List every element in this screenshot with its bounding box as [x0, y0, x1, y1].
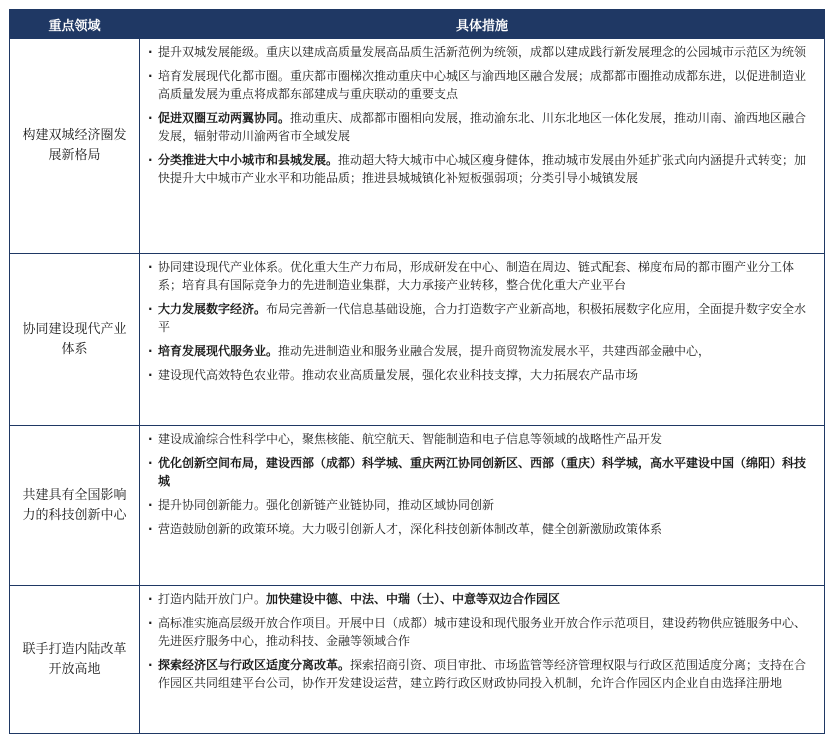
row-area-label: 构建双城经济圈发展新格局 [10, 39, 140, 254]
list-item: · 提升双城发展能级。重庆以建成高质量发展高品质生活新范例为统领，成都以建成践行新发展理念的公园城市示范区为统领 [148, 43, 816, 61]
list-item: · 大力发展数字经济。布局完善新一代信息基础设施，合力打造数字产业新高地，积极拓展数字化应用，全面提升数字安全水平 [148, 300, 816, 336]
header-key-area: 重点领域 [10, 10, 140, 39]
header-measures: 具体措施 [140, 10, 825, 39]
table-row [10, 39, 825, 254]
list-item: · 打造内陆开放门户。加快建设中德、中法、中瑞（士）、中意等双边合作园区 [148, 590, 816, 608]
row-measures [140, 426, 825, 586]
list-item: · 提升协同创新能力。强化创新链产业链协同，推动区域协同创新 [148, 496, 816, 514]
list-item: · 建设现代高效特色农业带。推动农业高质量发展，强化农业科技支撑，大力拓展农产品市场 [148, 366, 816, 384]
list-item: · 探索经济区与行政区适度分离改革。探索招商引资、项目审批、市场监管等经济管理权限与行政区范围适度分离；支持在合作园区共同组建平台公司，协作开发建设运营，建立跨行政区财政协同投入机制，允许合作园区内企业自由选择注册地 [148, 656, 816, 692]
list-item: · 协同建设现代产业体系。优化重大生产力布局，形成研发在中心、制造在周边、链式配套、梯度布局的都市圈产业分工体系；培育具有国际竞争力的先进制造业集群，大力承接产业转移，整合优化重大产业平台 [148, 258, 816, 294]
table-header-row [10, 10, 825, 39]
list-item: · 高标准实施高层级开放合作项目。开展中日（成都）城市建设和现代服务业开放合作示范项目，建设药物供应链服务中心、先进医疗服务中心，推动科技、金融等领域合作 [148, 614, 816, 650]
list-item: · 分类推进大中小城市和县城发展。推动超大特大城市中心城区瘦身健体，推动城市发展由外延扩张式向内涵提升式转变；加快提升大中城市产业水平和功能品质；推进县城城镇化补短板强弱项；分类引导小城镇发展 [148, 151, 816, 187]
list-item: · 优化创新空间布局，建设西部（成都）科学城、重庆两江协同创新区、西部（重庆）科学城，高水平建设中国（绵阳）科技城 [148, 454, 816, 490]
list-item: · 营造鼓励创新的政策环境。大力吸引创新人才，深化科技创新体制改革，健全创新激励政策体系 [148, 520, 816, 538]
row-area-label: 联手打造内陆改革开放高地 [10, 586, 140, 734]
table-row [10, 254, 825, 426]
measures-table-wrapper [9, 9, 824, 734]
row-area-label: 共建具有全国影响力的科技创新中心 [10, 426, 140, 586]
table-row [10, 586, 825, 734]
row-area-label: 协同建设现代产业体系 [10, 254, 140, 426]
list-item: · 促进双圈互动两翼协同。推动重庆、成都都市圈相向发展，推动渝东北、川东北地区一体化发展，推动川南、渝西地区融合发展，辐射带动川渝两省市全域发展 [148, 109, 816, 145]
list-item: · 培育发展现代化都市圈。重庆都市圈梯次推动重庆中心城区与渝西地区融合发展；成都都市圈推动成都东进，以促进制造业高质量发展为重点将成都东部建成与重庆联动的重要支点 [148, 67, 816, 103]
row-measures [140, 254, 825, 426]
measures-table [9, 9, 825, 734]
list-item: · 建设成渝综合性科学中心，聚焦核能、航空航天、智能制造和电子信息等领域的战略性产品开发 [148, 430, 816, 448]
row-measures [140, 39, 825, 254]
list-item: · 培育发展现代服务业。推动先进制造业和服务业融合发展，提升商贸物流发展水平，共建西部金融中心， [148, 342, 816, 360]
table-row [10, 426, 825, 586]
row-measures [140, 586, 825, 734]
